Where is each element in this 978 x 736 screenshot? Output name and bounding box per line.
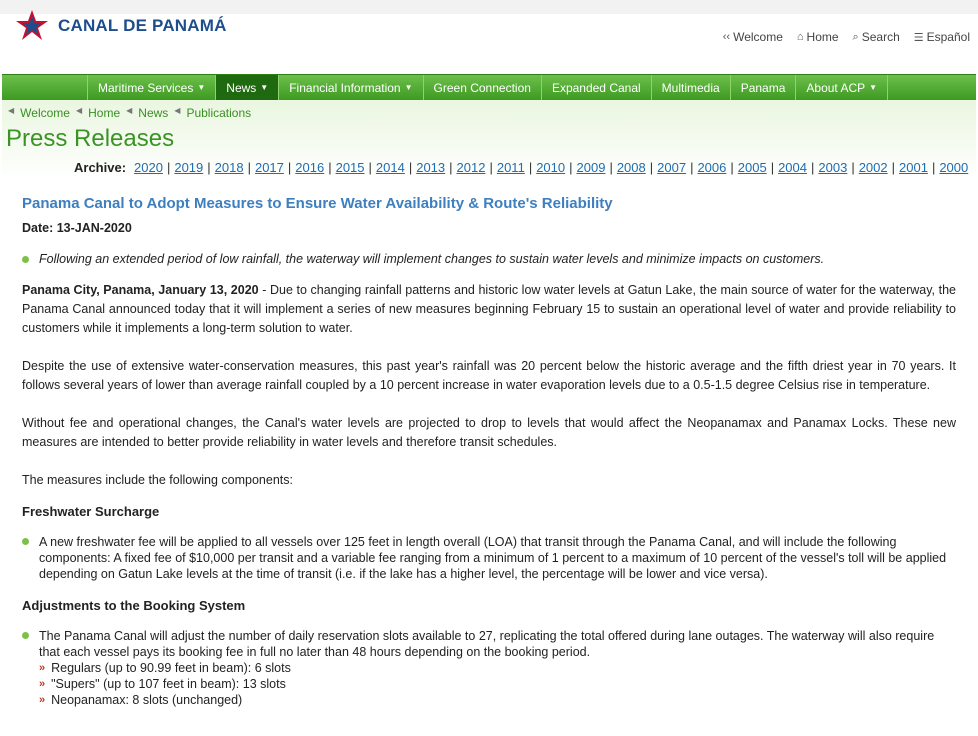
archive-year-link[interactable]: 2003 (818, 160, 848, 175)
breadcrumb-welcome[interactable]: Welcome (20, 106, 70, 120)
archive-separator: | (891, 160, 896, 175)
archive-year-link[interactable]: 2005 (737, 160, 767, 175)
top-link-label: Welcome (733, 30, 783, 44)
triangle-left-icon: ◀ (75, 106, 83, 115)
language-icon: ☰ (913, 31, 924, 44)
breadcrumb (8, 106, 251, 120)
archive-year-link[interactable]: 2014 (375, 160, 405, 175)
list-item-body (39, 628, 956, 708)
logo-text: CANAL DE PANAMÁ (58, 16, 227, 35)
breadcrumb-news[interactable]: News (138, 106, 169, 120)
breadcrumb-publications[interactable]: Publications (186, 106, 252, 120)
caret-down-icon: ▼ (260, 83, 269, 92)
double-chevron-icon: » (39, 662, 46, 674)
archive-year-link[interactable]: 2012 (456, 160, 486, 175)
list-item (22, 534, 956, 582)
archive-year-link[interactable]: 2007 (657, 160, 687, 175)
top-link-label: Español (926, 30, 970, 44)
sub-list-item (39, 660, 956, 676)
sub-list-item-text: "Supers" (up to 107 feet in beam): 13 slots (51, 677, 286, 691)
archive-years (134, 160, 968, 175)
bullet-dot-icon (22, 538, 29, 545)
summary-text: Following an extended period of low rainfall, the waterway will implement changes to sustain water levels and minimize impacts on customers. (39, 252, 825, 266)
archive-year-link[interactable]: 2019 (174, 160, 204, 175)
archive-year-link[interactable]: 2008 (616, 160, 646, 175)
search-icon: ⌕ (852, 30, 859, 43)
bullet-dot-icon (22, 256, 29, 263)
archive-separator: | (368, 160, 372, 175)
section-title-freshwater-surcharge: Freshwater Surcharge (22, 504, 160, 519)
nav-item-label: Panama (740, 80, 786, 95)
double-chevron-icon: » (39, 678, 46, 690)
top-link-label: Home (806, 30, 839, 44)
nav-item-news[interactable] (215, 75, 278, 100)
archive-separator: | (569, 160, 573, 175)
sub-list-item (39, 692, 956, 708)
archive-year-link[interactable]: 2000 (939, 160, 969, 175)
nav-item-green-connection[interactable] (423, 75, 541, 100)
paragraph-1 (22, 281, 956, 338)
nav-item-label: Green Connection (433, 80, 531, 95)
article-headline: Panama Canal to Adopt Measures to Ensure Water Availability & Route's Reliability (22, 195, 613, 212)
archive-separator: | (851, 160, 855, 175)
caret-down-icon: ▼ (869, 83, 878, 92)
dateline: Panama City, Panama, January 13, 2020 (22, 283, 259, 297)
archive-separator: | (609, 160, 613, 175)
nav-item-financial-information[interactable] (278, 75, 422, 100)
archive-year-link[interactable]: 2015 (335, 160, 365, 175)
archive-year-link[interactable]: 2011 (496, 160, 525, 175)
paragraph-1-text: - Due to changing rainfall patterns and historic low water levels at Gatun Lake, the main source of water for the waterway, the Panama Canal announced today that it will implement a series of new measures beginning February 15 to sustain an operational level of water and provide reliability to customers while it implements a long-term solution to water. (22, 283, 956, 335)
top-link-label: Search (861, 30, 900, 44)
nav-item-label: Financial Information (289, 80, 401, 95)
bullet-dot-icon (22, 632, 29, 639)
triangle-left-icon: ◀ (126, 106, 133, 115)
archive-year-link[interactable]: 2017 (254, 160, 284, 175)
nav-item-label: News (226, 80, 257, 95)
back-arrows-icon: ‹‹ (722, 31, 731, 43)
caret-down-icon: ▼ (404, 83, 413, 92)
archive-separator: | (649, 160, 654, 175)
archive-year-link[interactable]: 2018 (214, 160, 244, 175)
article-summary (22, 250, 956, 269)
top-link-espanol[interactable] (914, 30, 970, 44)
top-link-search[interactable] (853, 30, 900, 44)
double-chevron-icon: » (39, 694, 46, 706)
caret-down-icon: ▼ (197, 83, 206, 92)
archive-separator: | (690, 160, 694, 175)
archive-separator: | (449, 160, 453, 175)
archive-separator: | (811, 160, 815, 175)
archive-separator: | (247, 160, 251, 175)
breadcrumb-home[interactable]: Home (88, 106, 121, 120)
nav-end-divider (887, 75, 889, 100)
section-title-booking-system: Adjustments to the Booking System (22, 598, 246, 613)
archive-year-link[interactable]: 2016 (295, 160, 325, 175)
article-date: Date: 13-JAN-2020 (22, 221, 132, 235)
nav-item-multimedia[interactable] (651, 75, 730, 100)
list-item-text: A new freshwater fee will be applied to all vessels over 125 feet in length overall (LOA) that transit through the Panama Canal, and will include the following components: A fixed fee of $10,000 per transit and a variable fee ranging from a minimum of 1 percent to a maximum of 10 percent of the vessel's toll will be applied depending on Gatun Lake levels at the time of transit (i.e. if the lake has a higher level, the percentage will be lower and vice versa). (39, 535, 947, 581)
nav-item-expanded-canal[interactable] (541, 75, 651, 100)
archive-bar (74, 160, 968, 175)
article (22, 194, 956, 708)
logo[interactable] (12, 8, 227, 44)
nav-item-maritime-services[interactable] (87, 75, 215, 100)
paragraph-3: Without fee and operational changes, the Canal's water levels are projected to drop to levels that would affect the Neopanamax and Panamax Locks. These new measures are intended to better provide reliability in water levels and therefore transit schedules. (22, 416, 956, 449)
archive-year-link[interactable]: 2020 (134, 160, 163, 175)
paragraph-4: The measures include the following components: (22, 473, 293, 487)
archive-separator: | (287, 160, 292, 175)
archive-separator: | (207, 160, 211, 175)
home-icon: ⌂ (796, 31, 804, 43)
archive-label: Archive: (74, 160, 127, 175)
top-link-welcome[interactable] (723, 30, 783, 44)
archive-year-link[interactable]: 2009 (576, 160, 606, 175)
triangle-left-icon: ◀ (8, 106, 15, 115)
archive-year-link[interactable]: 2010 (536, 160, 566, 175)
archive-year-link[interactable]: 2002 (858, 160, 888, 175)
nav-spacer (2, 75, 87, 100)
archive-year-link[interactable]: 2001 (899, 160, 928, 175)
nav-item-label: Maritime Services (98, 80, 194, 95)
canal-star-icon (12, 8, 52, 44)
archive-separator: | (770, 160, 775, 175)
top-link-home[interactable] (797, 30, 839, 44)
sub-list-item-text: Regulars (up to 90.99 feet in beam): 6 slots (51, 661, 291, 675)
sub-list-item (39, 676, 956, 692)
nav-item-about-acp[interactable] (795, 75, 887, 100)
list-item-text: The Panama Canal will adjust the number of daily reservation slots available to 27, replicating the total offered during lane outages. The waterway will also require that each vessel pays its booking fee in full no later than 48 hours depending on the booking period. (39, 629, 935, 659)
archive-separator: | (489, 160, 493, 175)
paragraph-2: Despite the use of extensive water-conservation measures, this past year's rainfall was 20 percent below the historic average and the fifth driest year in 70 years. It follows several years of lower than average rainfall coupled by a 10 percent increase in water evaporation levels due to a 0.5-1.5 degree Celsius rise in temperature. (22, 359, 956, 392)
page-title: Press Releases (6, 125, 175, 152)
triangle-left-icon: ◀ (174, 106, 181, 115)
archive-year-link[interactable]: 2004 (778, 160, 807, 175)
archive-separator: | (931, 160, 936, 175)
archive-separator: | (528, 160, 533, 175)
nav-item-label: Expanded Canal (551, 80, 641, 95)
main-navbar (2, 74, 976, 101)
nav-item-panama[interactable] (730, 75, 796, 100)
archive-year-link[interactable]: 2006 (697, 160, 727, 175)
sub-list-item-text: Neopanamax: 8 slots (unchanged) (51, 693, 243, 707)
archive-year-link[interactable]: 2013 (416, 160, 446, 175)
archive-separator: | (328, 160, 332, 175)
archive-separator: | (166, 160, 171, 175)
nav-item-label: Multimedia (661, 80, 720, 95)
archive-separator: | (408, 160, 413, 175)
list-item (22, 628, 956, 708)
nav-item-label: About ACP (806, 80, 866, 95)
top-links (723, 30, 970, 44)
archive-separator: | (730, 160, 734, 175)
